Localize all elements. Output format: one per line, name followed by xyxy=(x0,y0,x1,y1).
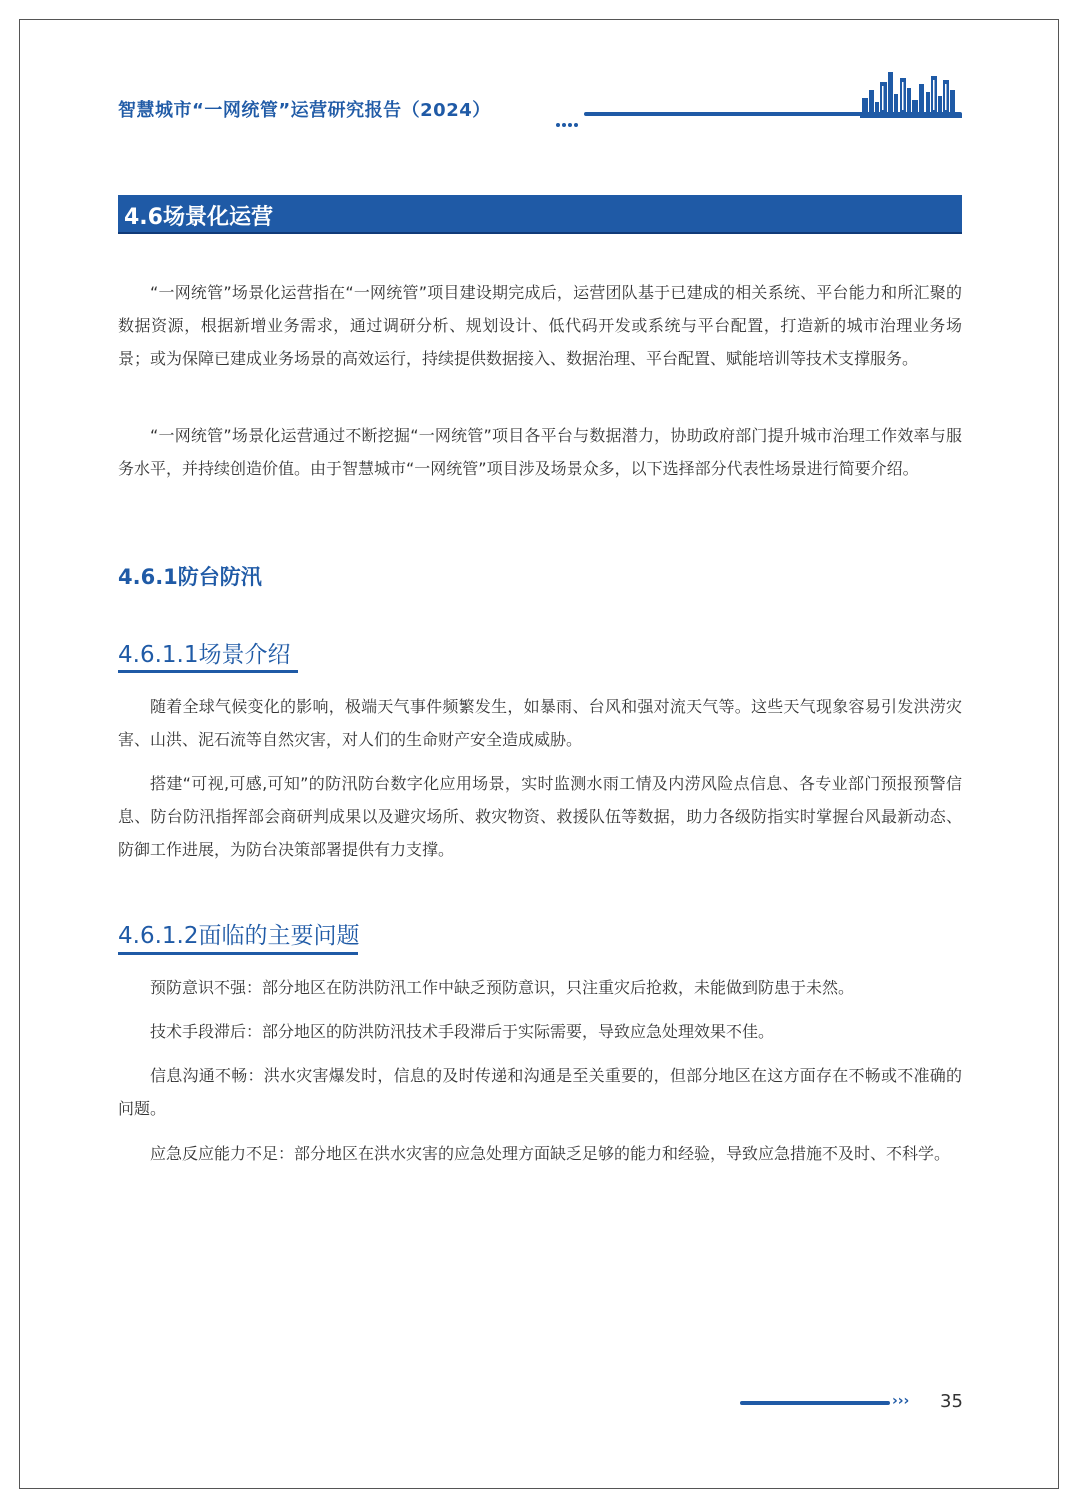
problem-item: 信息沟通不畅：洪水灾害爆发时，信息的及时传递和沟通是至关重要的，但部分地区在这方面存在不畅或不准确的问题。 xyxy=(118,1066,962,1118)
footer-arrows-icon: ››› xyxy=(892,1393,910,1409)
header-dots-decoration xyxy=(556,112,580,131)
problem-item: 应急反应能力不足：部分地区在洪水灾害的应急处理方面缺乏足够的能力和经验，导致应急措施不及时、不科学。 xyxy=(150,1144,951,1163)
section-title: 4.6场景化运营 xyxy=(124,205,273,230)
intro-paragraph: 随着全球气候变化的影响，极端天气事件频繁发生，如暴雨、台风和强对流天气等。这些天气现象容易引发洪涝灾害、山洪、泥石流等自然灾害，对人们的生命财产安全造成威胁。 xyxy=(118,697,962,749)
problem-item: 预防意识不强：部分地区在防洪防汛工作中缺乏预防意识，只注重灾后抢救，未能做到防患于未然。 xyxy=(150,978,855,997)
subsection-title: 4.6.1防台防汛 xyxy=(118,565,262,589)
section-paragraph: “一网统管”场景化运营通过不断挖掘“一网统管”项目各平台与数据潜力，协助政府部门提升城市治理工作效率与服务水平，并持续创造价值。由于智慧城市“一网统管”项目涉及场景众多，以下选择部分代表性场景进行简要介绍。 xyxy=(118,426,962,478)
section-paragraph: “一网统管”场景化运营指在“一网统管”项目建设期完成后，运营团队基于已建成的相关系统、平台能力和所汇聚的数据资源，根据新增业务需求，通过调研分析、规划设计、低代码开发或系统与平台配置，打造新的城市治理业务场景；或为保障已建成业务场景的高效运行，持续提供数据接入、数据治理、平台配置、赋能培训等技术支撑服务。 xyxy=(118,283,962,368)
section-title-bar xyxy=(118,195,962,234)
intro-paragraph: 搭建“可视,可感,可知”的防汛防台数字化应用场景，实时监测水雨工情及内涝风险点信息、各专业部门预报预警信息、防台防汛指挥部会商研判成果以及避灾场所、救灾物资、救援队伍等数据，助力各级防指实时掌握台风最新动态、防御工作进展，为防台决策部署提供有力支撑。 xyxy=(118,774,962,859)
intro-heading-underline xyxy=(118,670,298,673)
problem-item: 技术手段滞后：部分地区的防洪防汛技术手段滞后于实际需要，导致应急处理效果不佳。 xyxy=(150,1022,775,1041)
footer-rule xyxy=(740,1401,890,1405)
page-number: 35 xyxy=(940,1391,963,1412)
problems-heading-underline xyxy=(118,952,358,955)
city-skyline-icon xyxy=(860,68,962,118)
intro-heading: 4.6.1.1场景介绍 xyxy=(118,642,291,668)
report-header-title: 智慧城市“一网统管”运营研究报告（2024） xyxy=(118,100,491,121)
problems-heading: 4.6.1.2面临的主要问题 xyxy=(118,923,360,949)
